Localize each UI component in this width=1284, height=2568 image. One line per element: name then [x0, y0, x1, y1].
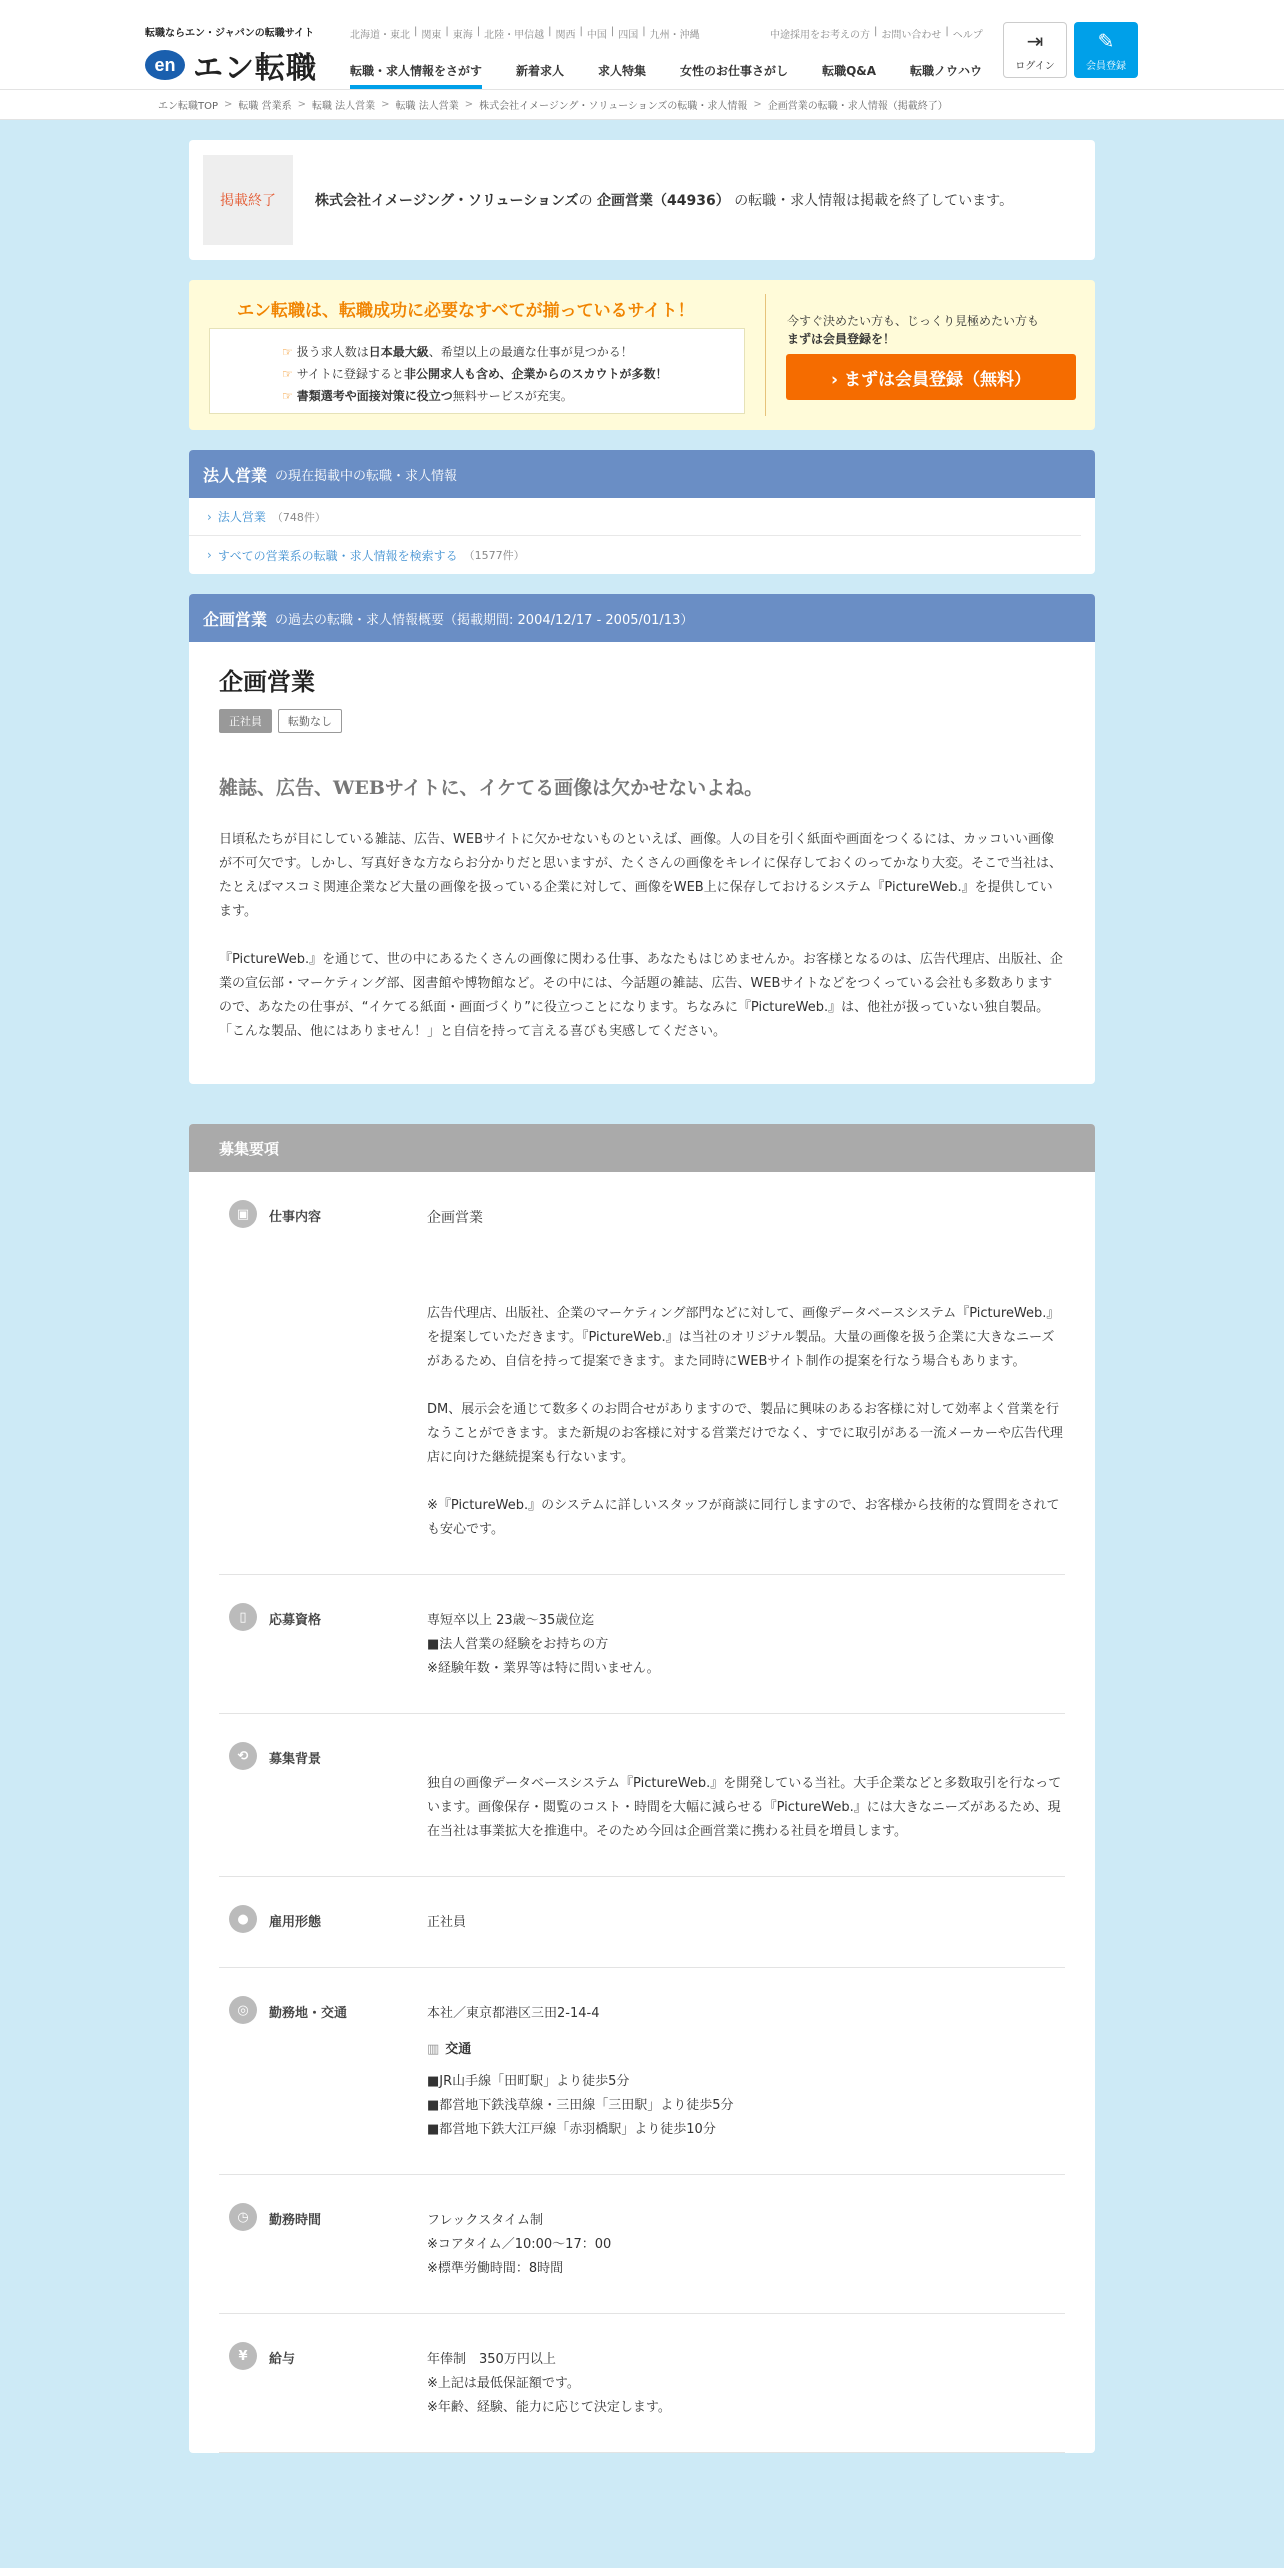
promo-banner: [189, 280, 1095, 430]
row-label: 勤務地・交通: [269, 2006, 348, 2021]
nav-qa[interactable]: 転職Q&A: [822, 64, 877, 78]
listing-link[interactable]: すべての営業系の転職・求人情報を検索する: [217, 548, 458, 563]
row-text: DM、展示会を通じて数多くのお問合せがありますので、製品に興味のあるお客様に対して効率よく営業を行なうことができます。また新規のお客様に対する営業だけでなく、すでに取引がある一流メーカーや広告代理店に向けた継続提案も行ないます。: [427, 1402, 1063, 1465]
row-label: 勤務時間: [269, 2213, 322, 2228]
transit-line: ■JR山手線「田町駅」より徒歩5分: [427, 2074, 630, 2089]
row-label: 給与: [269, 2352, 296, 2367]
current-listings-title: 法人営業: [203, 465, 268, 485]
row-text: ※年齢、経験、能力に応じて決定します。: [427, 2400, 671, 2415]
promo-item: ☞ 書類選考や面接対策に役立つ無料サービスが充実。: [282, 389, 573, 403]
row-label: 仕事内容: [269, 1210, 322, 1225]
promo-divider: [765, 294, 766, 416]
row-text: ※経験年数・業界等は特に問いません。: [427, 1661, 660, 1676]
pin-icon: ◎: [229, 1996, 257, 2024]
detail-row-hours: [219, 2175, 1065, 2314]
nav-features[interactable]: 求人特集: [598, 64, 647, 78]
breadcrumb-item[interactable]: 転職 法人営業: [311, 101, 376, 112]
promo-item: ☞ 扱う求人数は日本最大級、希望以上の最適な仕事が見つかる！: [282, 345, 633, 359]
row-text: ※『PictureWeb.』のシステムに詳しいスタッフが商談に同行しますので、お客様から技術的な質問をされても安心です。: [427, 1498, 1060, 1537]
description-paragraph: 日頃私たちが目にしている雑誌、広告、WEBサイトに欠かせないものといえば、画像。人の目を引く紙面や画面をつくるには、カッコいい画像が不可欠です。しかし、写真好きな方ならお分かりだと思いますが、たくさんの画像をキレイに保存しておくのってかなり大変。そこで当社は、たとえばマスコミ関連企業など大量の画像を扱っている企業に対して、画像をWEB上に保存しておけるシステム『PictureWeb.』を提供しています。: [219, 832, 1063, 919]
ended-company: 株式会社イメージング・ソリューションズ: [315, 193, 579, 209]
detail-row-qualifications: [219, 1575, 1065, 1714]
site-header: [0, 0, 1284, 90]
login-label: ログイン: [1015, 60, 1055, 72]
chevron-right-icon: ›: [207, 548, 212, 562]
row-label: 募集背景: [269, 1752, 322, 1767]
clock-icon: ◷: [229, 2203, 257, 2231]
row-text: ※上記は最低保証額です。: [427, 2376, 580, 2391]
ended-job: 企画営業（44936）: [597, 193, 730, 209]
ended-connector: の: [578, 193, 593, 209]
listing-link[interactable]: 法人営業: [217, 510, 266, 524]
person-icon: ●: [229, 1905, 257, 1933]
region-link[interactable]: 関東: [421, 30, 442, 41]
logo-text: エン転職: [193, 51, 317, 86]
region-links: 北海道・東北 | 関東 | 東海 | 北陸・甲信越 | 関西 | 中国 | 四国 | 九州・沖縄: [350, 26, 700, 41]
region-link[interactable]: 中国: [586, 30, 607, 41]
address: 本社／東京都港区三田2-14-4: [427, 2006, 600, 2021]
catchphrase: 雑誌、広告、WEBサイトに、イケてる画像は欠かせないよね。: [219, 777, 764, 799]
row-text: ※標準労働時間：8時間: [427, 2261, 564, 2276]
listing-count: （1577件）: [463, 549, 525, 562]
past-listing-summary: [189, 594, 1095, 1084]
ended-message: [315, 190, 1013, 210]
yen-icon: ¥: [229, 2342, 257, 2370]
region-link[interactable]: 九州・沖縄: [649, 30, 700, 41]
job-title: 企画営業: [219, 668, 315, 696]
current-listings-header: [189, 450, 1095, 498]
row-text: 企画営業: [427, 1210, 483, 1226]
transit-line: ■都営地下鉄浅草線・三田線「三田駅」より徒歩5分: [427, 2098, 734, 2113]
list-item[interactable]: [189, 498, 1081, 536]
row-text: 広告代理店、出版社、企業のマーケティング部門などに対して、画像データベースシステム『PictureWeb.』を提案していただきます。『PictureWeb.』は当社のオリジナル製品。大量の画像を扱う企業に大きなニーズがあるため、自信を持って提案できます。また同時にWEBサイト制作の提案を行なう場合もあります。: [427, 1306, 1060, 1369]
login-button[interactable]: [1003, 22, 1067, 78]
promo-side-strong: まずは会員登録を！: [787, 332, 896, 346]
region-link[interactable]: 東海: [452, 30, 473, 41]
briefcase-icon: ▣: [229, 1200, 257, 1228]
nav-search-jobs[interactable]: 転職・求人情報をさがす: [350, 62, 482, 89]
util-link[interactable]: お問い合わせ: [881, 30, 942, 41]
bookmark-icon: ▯: [229, 1603, 257, 1631]
util-link[interactable]: ヘルプ: [952, 30, 983, 41]
register-cta-button[interactable]: › まずは会員登録（無料）: [786, 354, 1076, 400]
register-button[interactable]: [1074, 22, 1138, 78]
login-icon: ⇥: [1026, 28, 1044, 53]
ended-badge: 掲載終了: [203, 155, 293, 245]
transit-line: ■都営地下鉄大江戸線「赤羽橋駅」より徒歩10分: [427, 2122, 716, 2137]
tag-employment: 正社員: [219, 709, 272, 733]
detail-row-background: [219, 1714, 1065, 1877]
recruitment-details: [189, 1124, 1095, 2453]
promo-list: [209, 328, 745, 414]
detail-row-employment-type: [219, 1877, 1065, 1968]
promo-side-text: [787, 312, 1039, 348]
chevron-right-icon: ›: [207, 509, 212, 524]
breadcrumb-item[interactable]: 転職 営業系: [238, 101, 292, 112]
pointing-hand-icon: ☞: [282, 389, 293, 403]
region-link[interactable]: 北海道・東北: [350, 30, 410, 41]
current-listings: [189, 450, 1095, 574]
utility-links: 中途採用をお考えの方 | お問い合わせ | ヘルプ: [770, 26, 983, 41]
row-text: ※コアタイム／10:00～17：00: [427, 2237, 612, 2252]
listing-count: （748件）: [271, 510, 326, 524]
past-listing-header: [189, 594, 1095, 642]
register-label: 会員登録: [1086, 60, 1126, 72]
region-link[interactable]: 関西: [555, 30, 576, 41]
row-label: 応募資格: [269, 1613, 322, 1628]
row-text: 独自の画像データベースシステム『PictureWeb.』を開発している当社。大手企業などと多数取引を行なっています。画像保存・閲覧のコスト・時間を大幅に減らせる『PictureWeb.』には大きなニーズがあるため、現在当社は事業拡大を推進中。そのため今回は企画営業に携わる社員を増員します。: [427, 1776, 1062, 1839]
logo-mark: en: [145, 50, 185, 80]
row-text: 専短卒以上 23歳～35歳位迄: [427, 1613, 595, 1628]
promo-item: ☞ サイトに登録すると非公開求人も含め、企業からのスカウトが多数！: [282, 367, 668, 381]
breadcrumb-item[interactable]: エン転職TOP: [158, 101, 219, 112]
row-text: 正社員: [427, 1915, 467, 1930]
promo-headline: エン転職は、転職成功に必要なすべてが揃っているサイト！: [237, 301, 695, 321]
logo-tagline: 転職ならエン・ジャパンの転職サイト: [145, 28, 315, 39]
job-description: [219, 828, 1065, 1044]
row-text: ■法人営業の経験をお持ちの方: [427, 1637, 609, 1652]
util-link[interactable]: 中途採用をお考えの方: [770, 30, 870, 41]
listing-ended-notice: [189, 140, 1095, 260]
pencil-icon: ✎: [1097, 28, 1115, 53]
train-icon: ▥: [427, 2042, 440, 2057]
breadcrumb: エン転職TOP > 転職 営業系 > 転職 法人営業 > 転職 法人営業 > 株式会社イメージング・ソリューションズの転職・求人情報 > 企画営業の転職・求人情報（掲載終了）: [0, 90, 1284, 120]
region-link[interactable]: 四国: [618, 30, 639, 41]
row-text: フレックスタイム制: [427, 2213, 543, 2228]
pointing-hand-icon: ☞: [282, 367, 293, 381]
row-label: 雇用形態: [269, 1915, 322, 1930]
nav-new-jobs[interactable]: 新着求人: [516, 64, 565, 78]
nav-women[interactable]: 女性のお仕事さがし: [680, 64, 789, 78]
detail-row-location: [219, 1968, 1065, 2175]
description-paragraph: 『PictureWeb.』を通じて、世の中にあるたくさんの画像に関わる仕事、あなたもはじめませんか。お客様となるのは、広告代理店、出版社、企業の宣伝部・マーケティング部、図書館や博物館など。その中には、今話題の雑誌、広告、WEBサイトなどをつくっている会社も多数ありますので、あなたの仕事が、“イケてる紙面・画面づくり”に役立つことになります。ちなみに『PictureWeb.』は、他社が扱っていない独自製品。「こんな製品、他にはありません！」と自信を持って言える喜びも実感してください。: [219, 952, 1063, 1039]
ended-suffix: の転職・求人情報は掲載を終了しています。: [734, 193, 1014, 209]
logo[interactable]: [145, 24, 317, 87]
nav-knowhow[interactable]: 転職ノウハウ: [910, 64, 983, 78]
global-nav: [350, 62, 1016, 89]
recruitment-header: 募集要項: [189, 1124, 1095, 1172]
breadcrumb-item[interactable]: 株式会社イメージング・ソリューションズの転職・求人情報: [479, 101, 748, 112]
region-link[interactable]: 北陸・甲信越: [484, 30, 545, 41]
people-icon: ⟲: [229, 1742, 257, 1770]
tag-no-transfer: 転勤なし: [278, 709, 342, 733]
row-text: 年俸制 350万円以上: [427, 2352, 556, 2367]
current-listings-subtitle: の現在掲載中の転職・求人情報: [275, 468, 458, 484]
breadcrumb-current: 企画営業の転職・求人情報（掲載終了）: [767, 101, 948, 112]
pointing-hand-icon: ☞: [282, 345, 293, 359]
past-listing-subtitle: の過去の転職・求人情報概要（掲載期間: 2004/12/17 - 2005/01/13）: [275, 612, 694, 628]
detail-row-salary: [219, 2314, 1065, 2453]
past-listing-title: 企画営業: [203, 609, 268, 629]
detail-row-job-content: [219, 1172, 1065, 1575]
job-tags: [219, 709, 1065, 733]
breadcrumb-item[interactable]: 転職 法人営業: [395, 101, 459, 112]
promo-side-line: 今すぐ決めたい方も、じっくり見極めたい方も: [787, 314, 1040, 328]
transit-heading: 交通: [445, 2042, 472, 2057]
list-item[interactable]: [189, 536, 1081, 574]
